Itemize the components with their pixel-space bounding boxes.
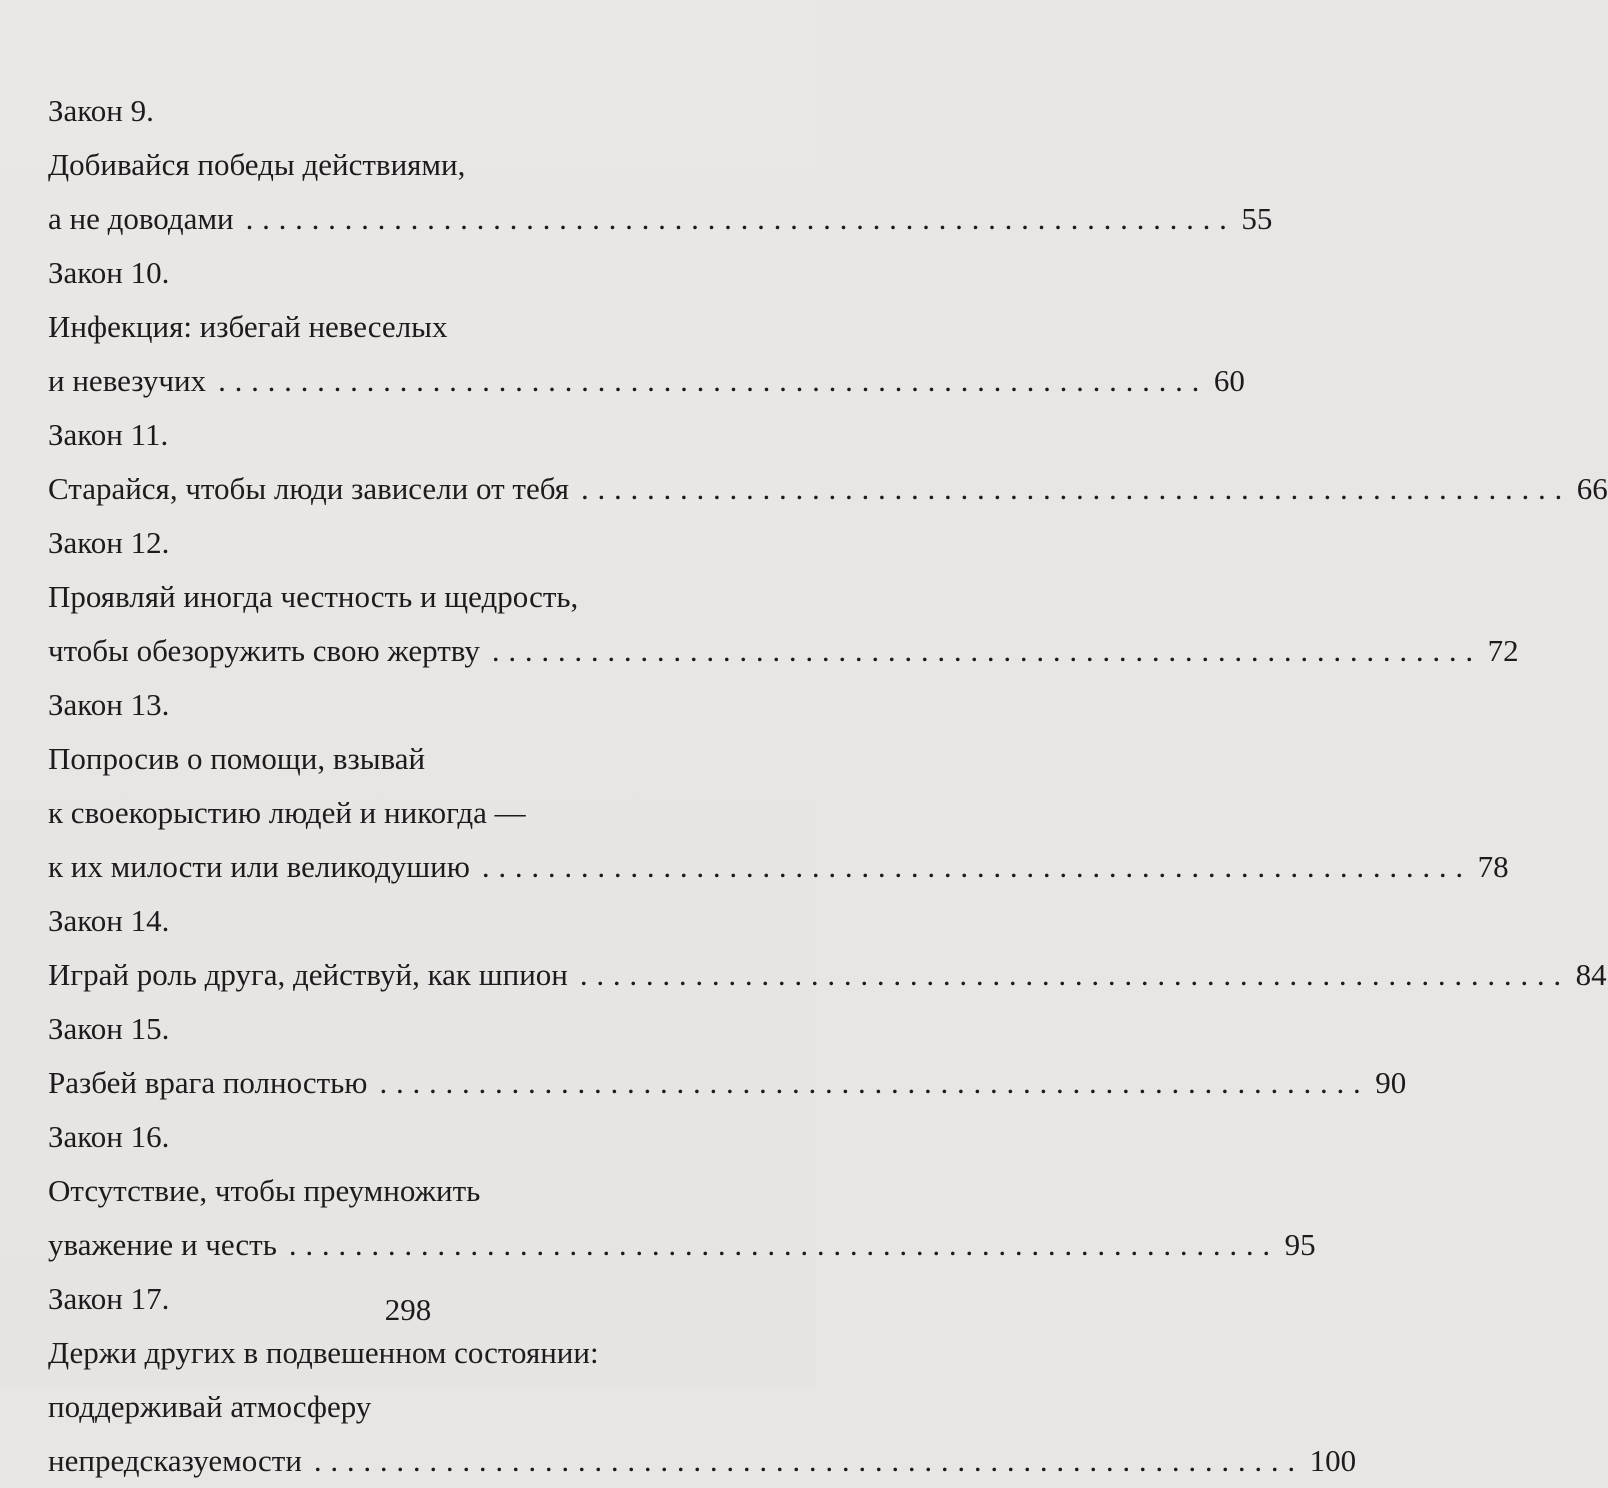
law-title-text: Разбей врага полностью [48, 1065, 368, 1100]
law-title-line [48, 1218, 1316, 1272]
dot-leader: . . . . . . . . . . . . . . . . . . . . . . . . . . . . . . . . . . . . . . . . . . . . . . . . . . . . . . . . . . . . [313, 1443, 1296, 1478]
toc-entry [48, 1110, 1316, 1272]
law-title-line: Инфекция: избегай невеселых [48, 309, 448, 344]
page-ref: 84 [1575, 957, 1607, 992]
law-title-line [48, 840, 1509, 894]
law-title-line [48, 1056, 1407, 1110]
table-of-contents [48, 84, 1608, 1488]
law-number: Закон 13. [48, 687, 170, 722]
page-ref: 60 [1213, 363, 1245, 398]
dot-leader: . . . . . . . . . . . . . . . . . . . . . . . . . . . . . . . . . . . . . . . . . . . . . . . . . . . . . . . . . . . . [288, 1227, 1271, 1262]
law-title-text: и невезучих [48, 363, 207, 398]
law-title-line: Проявляй иногда честность и щедрость, [48, 579, 579, 614]
law-title-text: Старайся, чтобы люди зависели от тебя [48, 471, 569, 506]
law-title-line [48, 354, 1245, 408]
dot-leader: . . . . . . . . . . . . . . . . . . . . . . . . . . . . . . . . . . . . . . . . . . . . . . . . . . . . . . . . . . . . [579, 957, 1562, 992]
page-ref: 95 [1284, 1227, 1316, 1262]
toc-entry [48, 84, 1273, 246]
toc-entry [48, 678, 1509, 894]
dot-leader: . . . . . . . . . . . . . . . . . . . . . . . . . . . . . . . . . . . . . . . . . . . . . . . . . . . . . . . . . . . . [245, 201, 1228, 236]
law-title-text: к их милости или великодушию [48, 849, 470, 884]
page-number: 298 [384, 1292, 432, 1327]
law-title-text: а не доводами [48, 201, 234, 236]
law-number: Закон 15. [48, 1011, 170, 1046]
law-number: Закон 17. [48, 1281, 170, 1316]
law-title-line: к своекорыстию людей и никогда — [48, 795, 526, 830]
law-number: Закон 10. [48, 255, 170, 290]
law-title-line [48, 948, 1607, 1002]
page-ref: 90 [1375, 1065, 1407, 1100]
toc-entry [48, 246, 1245, 408]
law-title-text: Играй роль друга, действуй, как шпион [48, 957, 568, 992]
law-number: Закон 16. [48, 1119, 170, 1154]
law-title-line: Добивайся победы действиями, [48, 147, 466, 182]
law-title-text: уважение и честь [48, 1227, 277, 1262]
page-ref: 78 [1477, 849, 1509, 884]
dot-leader: . . . . . . . . . . . . . . . . . . . . . . . . . . . . . . . . . . . . . . . . . . . . . . . . . . . . . . . . . . . . [379, 1065, 1362, 1100]
law-title-line: Держи других в подвешенном состоянии: [48, 1335, 599, 1370]
law-number: Закон 11. [48, 417, 169, 452]
page-ref: 55 [1241, 201, 1273, 236]
toc-entry [48, 516, 1519, 678]
law-title-line [48, 624, 1519, 678]
toc-entry [48, 894, 1607, 1002]
law-number: Закон 12. [48, 525, 170, 560]
page-ref: 72 [1487, 633, 1519, 668]
toc-entry [48, 1002, 1407, 1110]
page-ref: 100 [1309, 1443, 1357, 1478]
dot-leader: . . . . . . . . . . . . . . . . . . . . . . . . . . . . . . . . . . . . . . . . . . . . . . . . . . . . . . . . . . . . [218, 363, 1200, 398]
toc-entry [48, 408, 1608, 516]
law-title-line [48, 192, 1273, 246]
law-title-line: Попросив о помощи, взывай [48, 741, 426, 776]
law-title-text: чтобы обезоружить свою жертву [48, 633, 480, 668]
law-title-line [48, 1434, 1357, 1488]
dot-leader: . . . . . . . . . . . . . . . . . . . . . . . . . . . . . . . . . . . . . . . . . . . . . . . . . . . . . . . . . . . . [481, 849, 1464, 884]
law-title-line: поддерживай атмосферу [48, 1389, 372, 1424]
dot-leader: . . . . . . . . . . . . . . . . . . . . . . . . . . . . . . . . . . . . . . . . . . . . . . . . . . . . . . . . . . . . [580, 471, 1563, 506]
law-title-line: Отсутствие, чтобы преумножить [48, 1173, 481, 1208]
law-number: Закон 9. [48, 93, 154, 128]
law-title-text: непредсказуемости [48, 1443, 302, 1478]
dot-leader: . . . . . . . . . . . . . . . . . . . . . . . . . . . . . . . . . . . . . . . . . . . . . . . . . . . . . . . . . . . . [491, 633, 1474, 668]
page-ref: 66 [1576, 471, 1608, 506]
law-number: Закон 14. [48, 903, 170, 938]
law-title-line [48, 462, 1608, 516]
